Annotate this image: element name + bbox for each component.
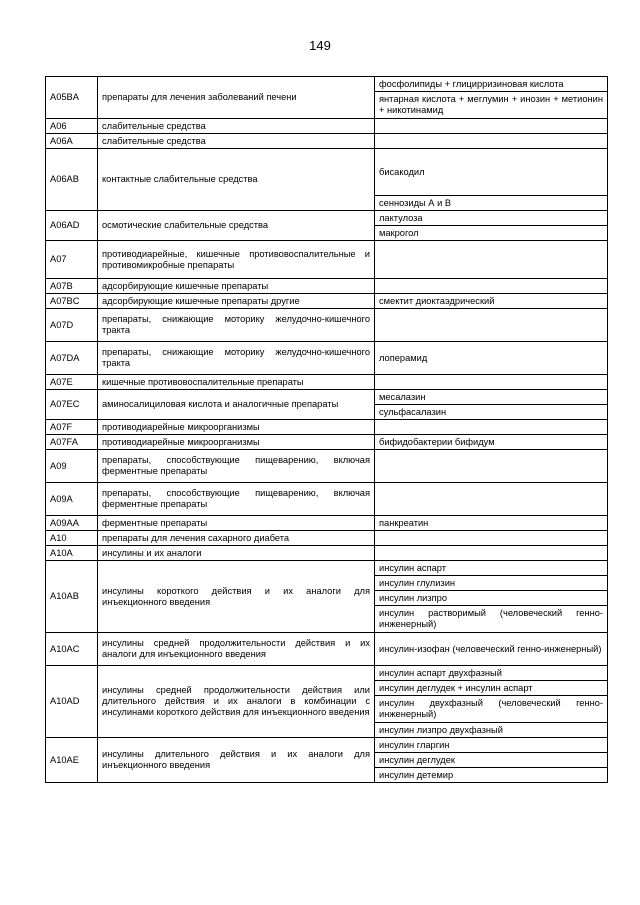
atc-code: A07FA bbox=[46, 435, 98, 450]
table-row bbox=[46, 561, 608, 576]
table-row bbox=[46, 390, 608, 405]
table-row bbox=[46, 516, 608, 531]
preparation: сульфасалазин bbox=[375, 405, 608, 420]
group-name: препараты, способствующие пищеварению, включая ферментные препараты bbox=[98, 483, 375, 516]
table-row bbox=[46, 531, 608, 546]
group-name: препараты, снижающие моторику желудочно-кишечного тракта bbox=[98, 342, 375, 375]
group-name: препараты для лечения сахарного диабета bbox=[98, 531, 375, 546]
table-row bbox=[46, 119, 608, 134]
atc-code: A05BA bbox=[46, 77, 98, 119]
table-row bbox=[46, 483, 608, 516]
atc-code: A06AB bbox=[46, 149, 98, 211]
table-row bbox=[46, 294, 608, 309]
group-name: инсулины и их аналоги bbox=[98, 546, 375, 561]
atc-code: A09AA bbox=[46, 516, 98, 531]
group-name: противодиарейные, кишечные противовоспалительные и противомикробные препараты bbox=[98, 241, 375, 279]
preparation: макрогол bbox=[375, 226, 608, 241]
atc-code: A07F bbox=[46, 420, 98, 435]
atc-code: A07BC bbox=[46, 294, 98, 309]
preparation-empty bbox=[375, 309, 608, 342]
table-row bbox=[46, 666, 608, 681]
preparation-empty bbox=[375, 546, 608, 561]
preparation-empty bbox=[375, 134, 608, 149]
preparation-empty bbox=[375, 420, 608, 435]
table-row bbox=[46, 149, 608, 196]
preparation: лактулоза bbox=[375, 211, 608, 226]
preparation: инсулин лизпро bbox=[375, 591, 608, 606]
atc-code: A07DA bbox=[46, 342, 98, 375]
group-name: слабительные средства bbox=[98, 119, 375, 134]
preparation: инсулин лизпро двухфазный bbox=[375, 723, 608, 738]
group-name: инсулины длительного действия и их аналоги для инъекционного введения bbox=[98, 738, 375, 783]
preparation: бифидобактерии бифидум bbox=[375, 435, 608, 450]
group-name: адсорбирующие кишечные препараты bbox=[98, 279, 375, 294]
group-name: препараты, способствующие пищеварению, включая ферментные препараты bbox=[98, 450, 375, 483]
atc-table bbox=[45, 76, 608, 783]
group-name: инсулины короткого действия и их аналоги для инъекционного введения bbox=[98, 561, 375, 633]
table-row bbox=[46, 309, 608, 342]
table-row bbox=[46, 279, 608, 294]
group-name: осмотические слабительные средства bbox=[98, 211, 375, 241]
preparation-empty bbox=[375, 450, 608, 483]
preparation-empty bbox=[375, 241, 608, 279]
preparation-empty bbox=[375, 483, 608, 516]
atc-code: A10AD bbox=[46, 666, 98, 738]
table-row bbox=[46, 342, 608, 375]
preparation-empty bbox=[375, 279, 608, 294]
table-row bbox=[46, 211, 608, 226]
preparation: инсулин аспарт bbox=[375, 561, 608, 576]
group-name: инсулины средней продолжительности действия и их аналоги для инъекционного введения bbox=[98, 633, 375, 666]
preparation-empty bbox=[375, 531, 608, 546]
preparation: инсулин деглудек + инсулин аспарт bbox=[375, 681, 608, 696]
group-name: кишечные противовоспалительные препараты bbox=[98, 375, 375, 390]
preparation: инсулин деглудек bbox=[375, 753, 608, 768]
atc-code: A07 bbox=[46, 241, 98, 279]
table-row bbox=[46, 420, 608, 435]
atc-code: A06A bbox=[46, 134, 98, 149]
preparation-empty bbox=[375, 119, 608, 134]
preparation-empty bbox=[375, 375, 608, 390]
preparation: инсулин-изофан (человеческий генно-инженерный) bbox=[375, 633, 608, 666]
preparation: бисакодил bbox=[375, 149, 608, 196]
table-row bbox=[46, 77, 608, 92]
atc-code: A06 bbox=[46, 119, 98, 134]
preparation: инсулин растворимый (человеческий генно-инженерный) bbox=[375, 606, 608, 633]
preparation: инсулин глулизин bbox=[375, 576, 608, 591]
group-name: слабительные средства bbox=[98, 134, 375, 149]
atc-code: A07EC bbox=[46, 390, 98, 420]
preparation: смектит диоктаэдрический bbox=[375, 294, 608, 309]
group-name: аминосалициловая кислота и аналогичные препараты bbox=[98, 390, 375, 420]
group-name: препараты, снижающие моторику желудочно-кишечного тракта bbox=[98, 309, 375, 342]
table-row bbox=[46, 633, 608, 666]
atc-code: A07E bbox=[46, 375, 98, 390]
atc-code: A09 bbox=[46, 450, 98, 483]
preparation: инсулин гларгин bbox=[375, 738, 608, 753]
table-row bbox=[46, 738, 608, 753]
table-row bbox=[46, 435, 608, 450]
atc-code: A10AE bbox=[46, 738, 98, 783]
preparation: янтарная кислота + меглумин + инозин + метионин + никотинамид bbox=[375, 92, 608, 119]
atc-code: A10AC bbox=[46, 633, 98, 666]
group-name: адсорбирующие кишечные препараты другие bbox=[98, 294, 375, 309]
atc-code: A07B bbox=[46, 279, 98, 294]
group-name: контактные слабительные средства bbox=[98, 149, 375, 211]
preparation: инсулин аспарт двухфазный bbox=[375, 666, 608, 681]
preparation: инсулин детемир bbox=[375, 768, 608, 783]
preparation: фосфолипиды + глицирризиновая кислота bbox=[375, 77, 608, 92]
table-row bbox=[46, 134, 608, 149]
table-row bbox=[46, 450, 608, 483]
table-row bbox=[46, 546, 608, 561]
table-row bbox=[46, 375, 608, 390]
group-name: ферментные препараты bbox=[98, 516, 375, 531]
atc-code: A10AB bbox=[46, 561, 98, 633]
page-number: 149 bbox=[309, 38, 331, 53]
preparation: сеннозиды А и В bbox=[375, 196, 608, 211]
atc-code: A07D bbox=[46, 309, 98, 342]
group-name: препараты для лечения заболеваний печени bbox=[98, 77, 375, 119]
preparation: лоперамид bbox=[375, 342, 608, 375]
atc-code: A10 bbox=[46, 531, 98, 546]
group-name: противодиарейные микроорганизмы bbox=[98, 420, 375, 435]
preparation: инсулин двухфазный (человеческий генно-инженерный) bbox=[375, 696, 608, 723]
preparation: панкреатин bbox=[375, 516, 608, 531]
group-name: инсулины средней продолжительности действия или длительного действия и их аналоги в комбинации с инсулинами короткого действия для инъекционного введения bbox=[98, 666, 375, 738]
preparation: месалазин bbox=[375, 390, 608, 405]
atc-code: A09A bbox=[46, 483, 98, 516]
atc-code: A06AD bbox=[46, 211, 98, 241]
atc-code: A10A bbox=[46, 546, 98, 561]
table-row bbox=[46, 241, 608, 279]
group-name: противодиарейные микроорганизмы bbox=[98, 435, 375, 450]
